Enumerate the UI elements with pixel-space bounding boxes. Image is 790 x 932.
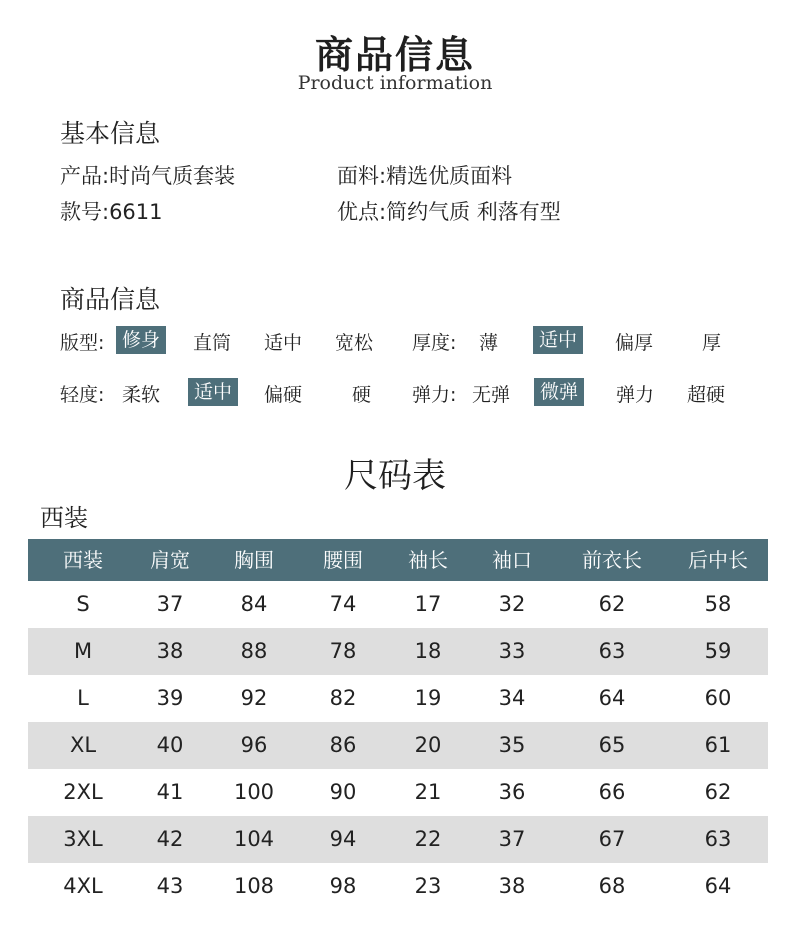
size-cell: S bbox=[76, 592, 90, 616]
measure-cell: 64 bbox=[704, 874, 732, 898]
fabric-info: 面料:精选优质面料 bbox=[337, 164, 513, 188]
measure-cell: 78 bbox=[329, 639, 357, 663]
measure-cell: 74 bbox=[329, 592, 357, 616]
table-row bbox=[28, 722, 768, 769]
measure-cell: 19 bbox=[414, 686, 442, 710]
softness-option: 偏硬 bbox=[264, 384, 303, 406]
product-name: 产品:时尚气质套装 bbox=[60, 164, 236, 188]
header-cell: 前衣长 bbox=[582, 548, 642, 572]
measure-cell: 36 bbox=[498, 780, 526, 804]
measure-cell: 35 bbox=[498, 733, 526, 757]
fit-option: 修身 bbox=[116, 326, 166, 354]
thickness-option: 厚 bbox=[702, 332, 722, 354]
measure-cell: 82 bbox=[329, 686, 357, 710]
measure-cell: 92 bbox=[240, 686, 268, 710]
table-row bbox=[28, 581, 768, 628]
fit-label: 版型: bbox=[60, 332, 105, 354]
measure-cell: 104 bbox=[233, 827, 275, 851]
measure-cell: 68 bbox=[598, 874, 626, 898]
measure-cell: 96 bbox=[240, 733, 268, 757]
header-cell: 西装 bbox=[63, 548, 103, 572]
measure-cell: 98 bbox=[329, 874, 357, 898]
softness-option: 硬 bbox=[352, 384, 372, 406]
measure-cell: 84 bbox=[240, 592, 268, 616]
measure-cell: 61 bbox=[704, 733, 732, 757]
measure-cell: 100 bbox=[233, 780, 275, 804]
attr-row-2 bbox=[0, 380, 790, 408]
measure-cell: 64 bbox=[598, 686, 626, 710]
measure-cell: 60 bbox=[704, 686, 732, 710]
elasticity-option: 弹力 bbox=[616, 384, 655, 406]
header-cell: 袖口 bbox=[492, 548, 532, 572]
measure-cell: 23 bbox=[414, 874, 442, 898]
measure-cell: 38 bbox=[156, 639, 184, 663]
measure-cell: 86 bbox=[329, 733, 357, 757]
size-table bbox=[28, 539, 768, 910]
header-cell: 肩宽 bbox=[150, 548, 190, 572]
elasticity-label: 弹力: bbox=[412, 384, 457, 406]
thickness-option: 适中 bbox=[533, 326, 583, 354]
fit-option: 宽松 bbox=[335, 332, 374, 354]
header-cell: 后中长 bbox=[688, 548, 748, 572]
measure-cell: 63 bbox=[598, 639, 626, 663]
table-row bbox=[28, 769, 768, 816]
attr-row-1 bbox=[0, 328, 790, 356]
fit-option: 适中 bbox=[264, 332, 303, 354]
elasticity-option: 超硬 bbox=[687, 384, 726, 406]
measure-cell: 42 bbox=[156, 827, 184, 851]
fit-option: 直筒 bbox=[193, 332, 232, 354]
measure-cell: 43 bbox=[156, 874, 184, 898]
softness-option: 柔软 bbox=[122, 384, 161, 406]
size-cell: 3XL bbox=[63, 827, 103, 851]
thickness-option: 偏厚 bbox=[615, 332, 654, 354]
measure-cell: 21 bbox=[414, 780, 442, 804]
size-table-header bbox=[28, 539, 768, 581]
table-row bbox=[28, 675, 768, 722]
measure-cell: 62 bbox=[598, 592, 626, 616]
header-cell: 腰围 bbox=[323, 548, 363, 572]
measure-cell: 32 bbox=[498, 592, 526, 616]
measure-cell: 90 bbox=[329, 780, 357, 804]
thickness-option: 薄 bbox=[479, 332, 499, 354]
measure-cell: 58 bbox=[704, 592, 732, 616]
page-title: 商品信息 bbox=[314, 32, 475, 77]
header-cell: 胸围 bbox=[234, 548, 274, 572]
elasticity-option: 无弹 bbox=[472, 384, 511, 406]
measure-cell: 18 bbox=[414, 639, 442, 663]
size-chart-title: 尺码表 bbox=[344, 456, 446, 496]
header-cell: 袖长 bbox=[408, 548, 448, 572]
thickness-label: 厚度: bbox=[412, 332, 457, 354]
measure-cell: 65 bbox=[598, 733, 626, 757]
measure-cell: 40 bbox=[156, 733, 184, 757]
measure-cell: 17 bbox=[414, 592, 442, 616]
table-row bbox=[28, 863, 768, 910]
measure-cell: 59 bbox=[704, 639, 732, 663]
measure-cell: 37 bbox=[156, 592, 184, 616]
style-number: 款号:6611 bbox=[60, 200, 163, 224]
softness-label: 轻度: bbox=[60, 384, 105, 406]
measure-cell: 63 bbox=[704, 827, 732, 851]
measure-cell: 22 bbox=[414, 827, 442, 851]
measure-cell: 94 bbox=[329, 827, 357, 851]
basic-info-heading: 基本信息 bbox=[60, 119, 161, 148]
measure-cell: 38 bbox=[498, 874, 526, 898]
garment-label: 西装 bbox=[40, 504, 88, 532]
measure-cell: 66 bbox=[598, 780, 626, 804]
measure-cell: 108 bbox=[233, 874, 275, 898]
measure-cell: 37 bbox=[498, 827, 526, 851]
table-row bbox=[28, 816, 768, 863]
product-merits: 优点:简约气质 利落有型 bbox=[337, 200, 561, 224]
measure-cell: 34 bbox=[498, 686, 526, 710]
page-subtitle: Product information bbox=[297, 72, 493, 94]
measure-cell: 39 bbox=[156, 686, 184, 710]
elasticity-option: 微弹 bbox=[534, 378, 584, 406]
measure-cell: 62 bbox=[704, 780, 732, 804]
size-cell: XL bbox=[69, 733, 97, 757]
attributes-heading: 商品信息 bbox=[60, 285, 161, 314]
size-cell: M bbox=[73, 639, 93, 663]
size-cell: L bbox=[77, 686, 89, 710]
measure-cell: 33 bbox=[498, 639, 526, 663]
measure-cell: 20 bbox=[414, 733, 442, 757]
measure-cell: 41 bbox=[156, 780, 184, 804]
measure-cell: 67 bbox=[598, 827, 626, 851]
size-cell: 2XL bbox=[63, 780, 103, 804]
table-row bbox=[28, 628, 768, 675]
softness-option: 适中 bbox=[188, 378, 238, 406]
size-table-body bbox=[28, 581, 768, 910]
size-cell: 4XL bbox=[63, 874, 103, 898]
measure-cell: 88 bbox=[240, 639, 268, 663]
